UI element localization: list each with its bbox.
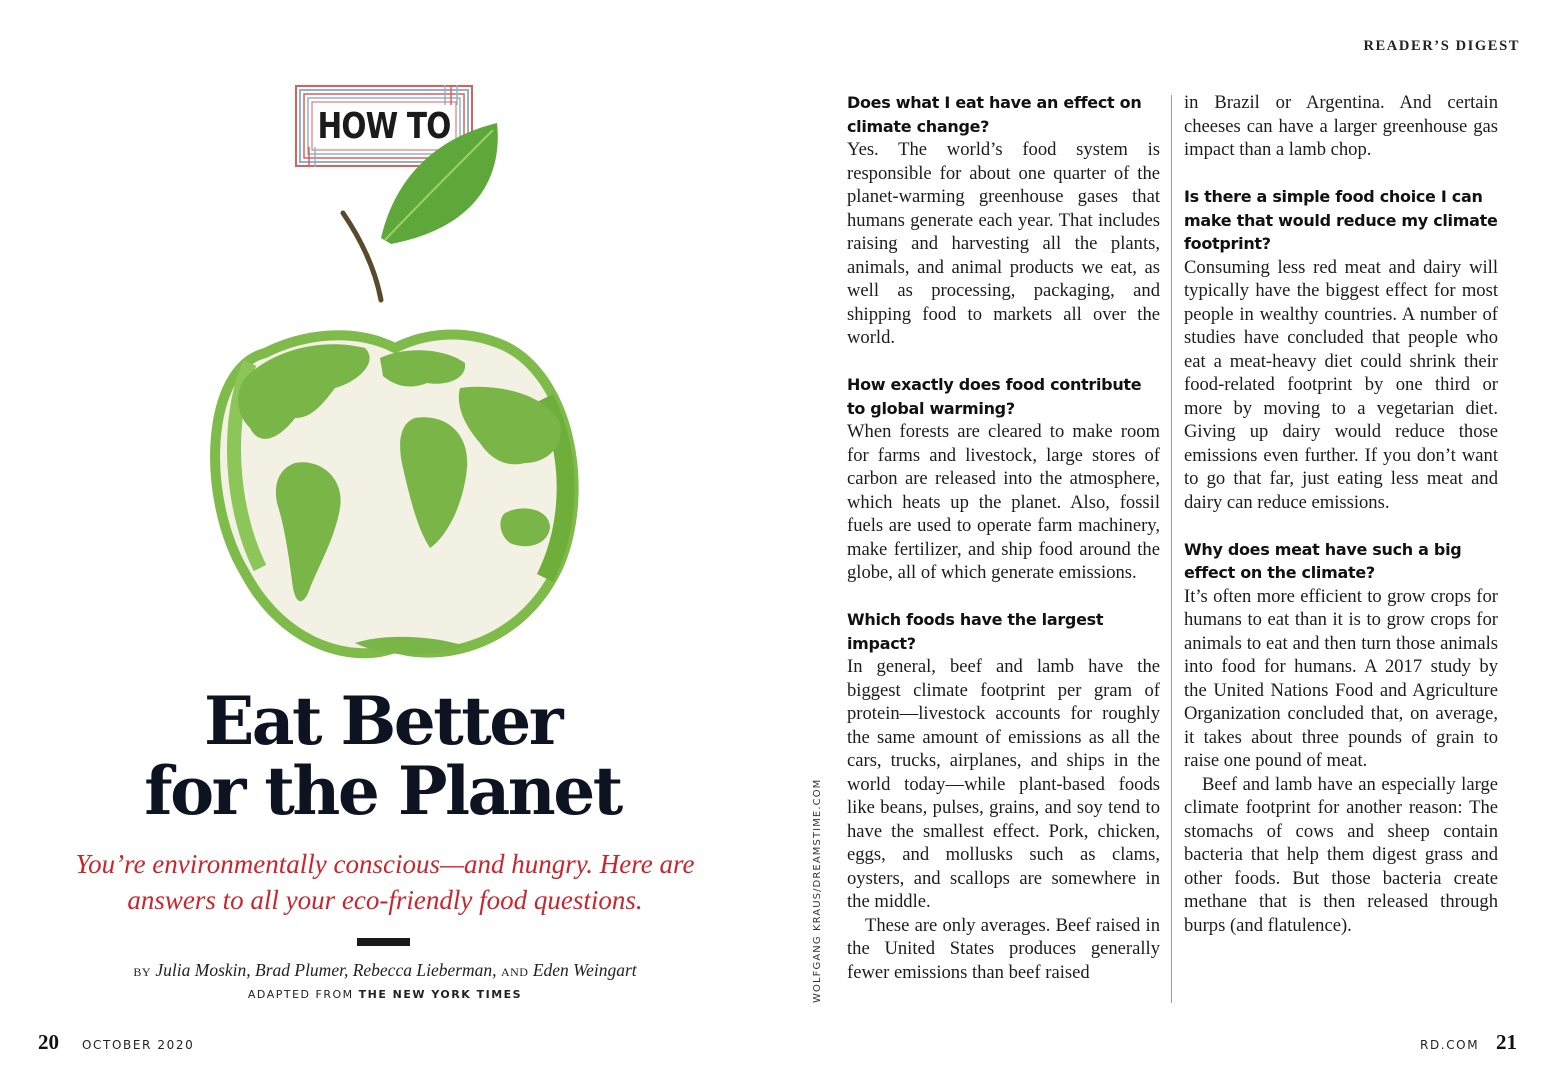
running-head: READER’S DIGEST (1363, 38, 1520, 54)
question-heading: Why does meat have such a big effect on the climate? (1184, 539, 1462, 582)
issue-date: OCTOBER 2020 (82, 1038, 195, 1052)
headline-line-1: Eat Better (203, 682, 562, 760)
answer-paragraph: Consuming less red meat and dairy will typically have the biggest effect for most people in wealthy countries. A number of studies have concluded that people who eat a meat-heavy diet could shrink their food-related footprint by one third or more by moving to a vegetarian diet. Giving up dairy would reduce those emissions even further. If you don’t want to go that far, just eating less meat and dairy can reduce emissions. (1184, 256, 1498, 513)
text-column-2 (1184, 91, 1498, 937)
byline-last-author: Eden Weingart (532, 960, 637, 980)
byline-and: AND (500, 965, 529, 979)
section-rule (357, 938, 410, 946)
adapted-credit (55, 988, 715, 1001)
answer-paragraph: When forests are cleared to make room for farms and livestock, large stores of carbon are released into the atmosphere, which heats up the planet. Also, fossil fuels are used to operate farm machinery, make fertilizer, and ship food around the globe, all of which generate emissions. (847, 421, 1160, 583)
byline-prefix: BY (133, 965, 151, 979)
article-headline (110, 682, 655, 830)
answer-paragraph: It’s often more efficient to grow crops for humans to eat than it is to grow crops for animals to eat and then turn those animals into food for humans. A 2017 study by the United Nations Food and Agriculture Organization concluded that, on average, it takes about three pounds of grain to raise one pound of meat. (1184, 585, 1498, 771)
answer-paragraph: Yes. The world’s food system is responsible for about one quarter of the planet-warming greenhouse gases that humans generate each year. That includes raising and harvesting all the plants, animals, and animal products we eat, as well as processing, packaging, and shipping food to markets all over the world. (847, 139, 1160, 348)
byline (55, 960, 715, 981)
photo-credit: WOLFGANG KRAUS/DREAMSTIME.COM (812, 778, 823, 1003)
adapted-from-label: ADAPTED FROM (247, 988, 354, 1001)
page-number-right: 21 (1496, 1030, 1517, 1054)
source-publication: THE NEW YORK TIMES (358, 988, 523, 1001)
byline-authors: Julia Moskin, Brad Plumer, Rebecca Lieberman, (155, 960, 497, 980)
page-number-left: 20 (38, 1030, 59, 1054)
answer-paragraph: These are only averages. Beef raised in the United States produces generally fewer emissions than beef raised (847, 914, 1160, 983)
apple-globe-illustration (205, 118, 585, 678)
site-url: RD.COM (1420, 1038, 1480, 1052)
column-divider (1171, 95, 1172, 1003)
kicker-label: HOW TO (317, 105, 451, 147)
text-column-1 (847, 91, 1160, 984)
question-heading: Does what I eat have an effect on climate change? (847, 93, 1142, 136)
question-heading: How exactly does food contribute to global warming? (847, 375, 1142, 418)
article-dek: You’re environmentally conscious—and hungry. Here are answers to all your eco-friendly food questions. (75, 849, 695, 915)
question-heading: Which foods have the largest impact? (847, 610, 1104, 653)
answer-paragraph: In general, beef and lamb have the biggest climate footprint per gram of protein—livestock accounts for roughly the same amount of emissions as all the cars, trucks, airplanes, and ships in the world today—while plant-based foods like beans, pulses, grains, and soy tend to have the smallest effect. Pork, chicken, eggs, and mollusks such as clams, oysters, and scallops are somewhere in the middle. (847, 656, 1160, 912)
headline-line-2: for the Planet (144, 752, 621, 830)
question-heading: Is there a simple food choice I can make that would reduce my climate footprint? (1184, 187, 1498, 253)
answer-paragraph: Beef and lamb have an especially large climate footprint for another reason: The stomachs of cows and sheep contain bacteria that help them digest grass and other foods. But those bacteria create methane that is then released through burps (and flatulence). (1184, 773, 1498, 936)
continued-paragraph: in Brazil or Argentina. And certain cheeses can have a larger greenhouse gas impact than a lamb chop. (1184, 92, 1498, 160)
